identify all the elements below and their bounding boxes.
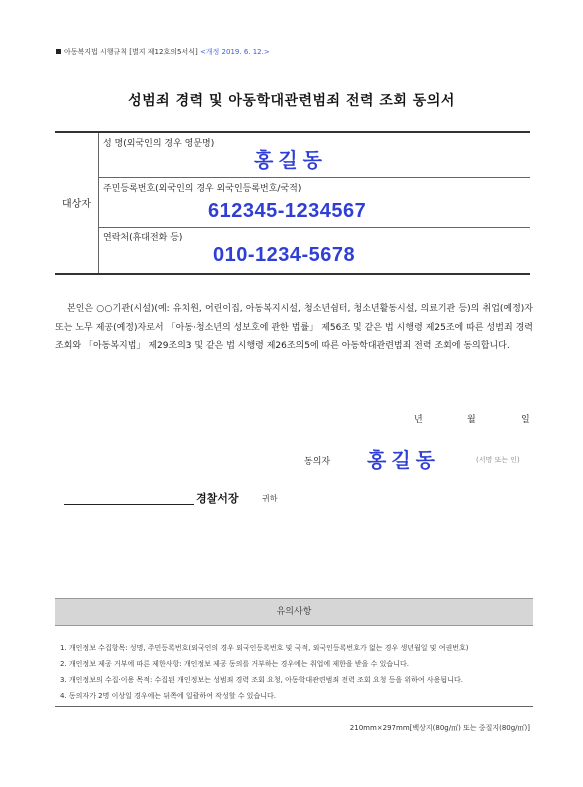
notice-item: 2. 개인정보 제공 거부에 따른 제한사항: 개인정보 제공 동의를 거부하는 경우에는 취업에 제한을 받을 수 있습니다. xyxy=(60,660,409,668)
notice-item: 4. 동의자가 2명 이상일 경우에는 뒤쪽에 일괄하여 작성할 수 있습니다. xyxy=(60,692,276,700)
signature-note: (서명 또는 인) xyxy=(476,456,520,464)
date-month-label: 월 xyxy=(467,415,476,425)
date-day-label: 일 xyxy=(521,415,530,425)
phone-field-label: 연락처(휴대전화 등) xyxy=(103,233,183,243)
form-law-reference: 아동복지법 시행규칙 [별지 제12호의5서식] xyxy=(64,48,198,56)
name-field-label: 성 명(외국인의 경우 영문명) xyxy=(103,139,215,149)
notice-item: 3. 개인정보의 수집·이용 목적: 수집된 개인정보는 성범죄 경력 조회 요청, 아동학대관련범죄 전력 조회 요청 등을 위하여 사용됩니다. xyxy=(60,676,463,684)
revision-date: <개정 2019. 6. 12.> xyxy=(199,48,270,56)
form-bottom-border xyxy=(55,273,530,275)
addressee-office: 경찰서장 xyxy=(196,492,239,505)
consent-statement: 본인은 ○○기관(시설)(예: 유치원, 어린이집, 아동복지시설, 청소년쉼터, 청소년활동시설, 의료기관 등)의 취업(예정)자 또는 노무 제공(예정)자로서 「아동·청소년의 성보호에 관한 법률」 제56조 및 같은 법 시행령 제25조에 따른 성범죄 경력 조회와 「아동복지법」 제29조의3 및 같은 법 시행령 제26조의5에 따른 아동학대관련범죄 전력 조회에 동의합니다. xyxy=(55,304,533,351)
name-field-value[interactable]: 홍길동 xyxy=(254,148,327,172)
id-field-value[interactable]: 612345-1234567 xyxy=(208,200,367,222)
addressee-suffix: 귀하 xyxy=(262,494,278,503)
notice-item: 1. 개인정보 수집항목: 성명, 주민등록번호(외국인의 경우 외국인등록번호 및 국적, 외국인등록번호가 없는 경우 생년월일 및 여권번호) xyxy=(60,644,469,652)
form-reference-note xyxy=(56,47,270,57)
notice-heading: 유의사항 xyxy=(276,607,312,617)
consenter-name-value[interactable]: 홍길동 xyxy=(367,448,440,472)
document-title: 성범죄 경력 및 아동학대관련범죄 전력 조회 동의서 xyxy=(128,93,455,109)
subject-label: 대상자 xyxy=(62,199,91,210)
paper-specification: 210mm×297mm[백상지(80g/㎡) 또는 중질지(80g/㎡)] xyxy=(349,724,530,732)
row-divider xyxy=(98,227,530,228)
form-top-border xyxy=(55,131,530,133)
phone-field-value[interactable]: 010-1234-5678 xyxy=(213,244,356,266)
date-year-label: 년 xyxy=(414,415,423,425)
consenter-label: 동의자 xyxy=(304,457,331,467)
subject-label-cell xyxy=(55,133,99,273)
bullet-square-icon xyxy=(56,49,61,54)
notice-bottom-border xyxy=(55,706,533,707)
notice-heading-box xyxy=(55,598,533,626)
row-divider xyxy=(98,177,530,178)
addressee-blank-line[interactable] xyxy=(64,504,194,505)
id-field-label: 주민등록번호(외국인의 경우 외국인등록번호/국적) xyxy=(103,184,302,194)
